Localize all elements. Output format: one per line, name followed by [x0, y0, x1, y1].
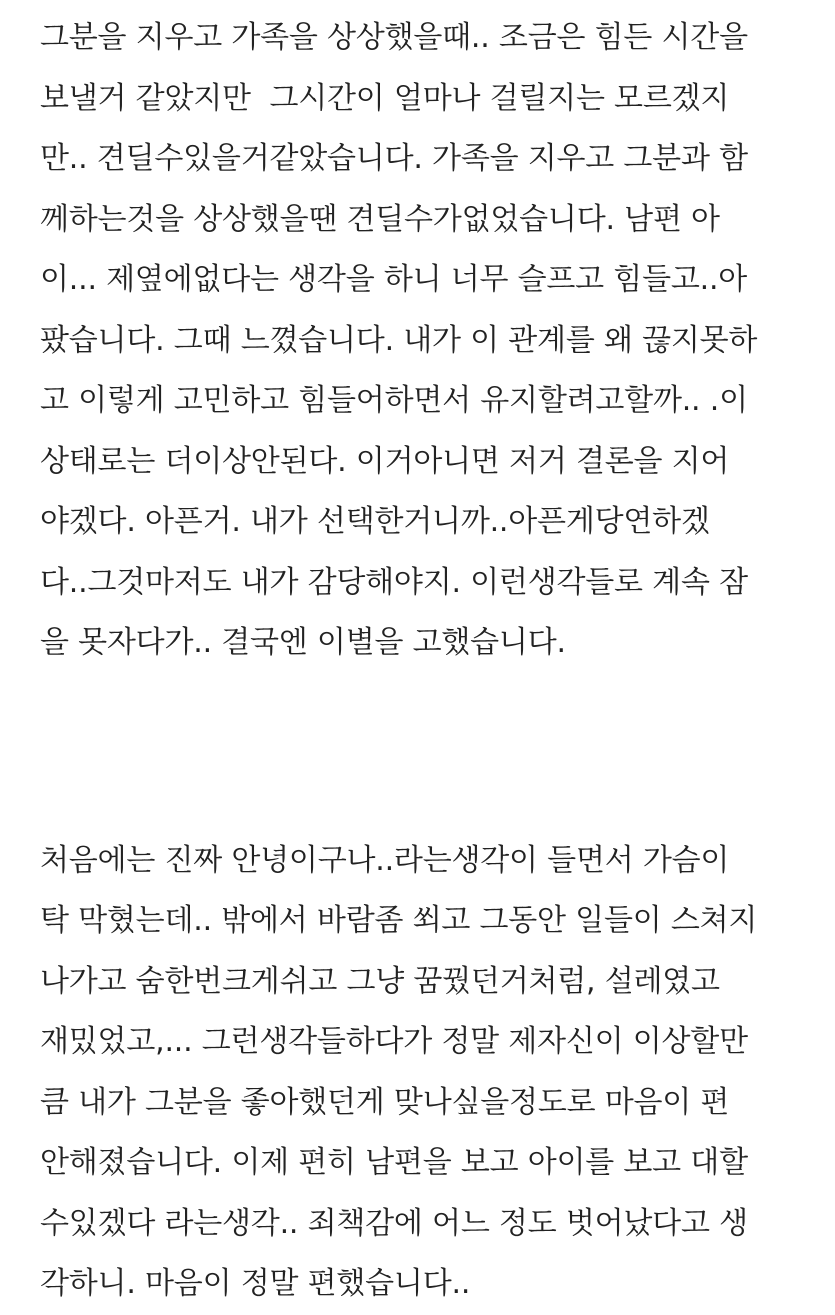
text-line: 이... 제옆에없다는 생각을 하니 너무 슬프고 힘들고..아 — [40, 262, 748, 297]
article-body — [40, 8, 820, 1315]
text-line: 수있겠다 라는생각.. 죄책감에 어느 정도 벗어났다고 생 — [40, 1205, 748, 1241]
text-line: 처음에는 진짜 안녕이구나..라는생각이 들면서 가슴이 — [40, 842, 730, 878]
text-line: 을 못자다가.. 결국엔 이별을 고했습니다. — [40, 625, 566, 660]
paragraph-2 — [40, 831, 820, 1315]
text-line: 나가고 숨한번크게쉬고 그냥 꿈꿨던거처럼, 설레였고 — [40, 963, 720, 999]
text-line: 야겠다. 아픈거. 내가 선택한거니까..아픈게당연하겠 — [40, 504, 710, 539]
text-line: 보낼거 같았지만 그시간이 얼마나 걸릴지는 모르겠지 — [40, 80, 730, 116]
text-line: 만.. 견딜수있을거같았습니다. 가족을 지우고 그분과 함 — [40, 141, 748, 176]
text-line: 상태로는 더이상안된다. 이거아니면 저거 결론을 지어 — [40, 443, 730, 479]
text-line: 재밌었고,... 그런생각들하다가 정말 제자신이 이상할만 — [40, 1024, 748, 1059]
text-line: 탁 막혔는데.. 밖에서 바람좀 쐬고 그동안 일들이 스쳐지 — [40, 903, 758, 938]
paragraph-1 — [40, 8, 820, 674]
text-line: 고 이렇게 고민하고 힘들어하면서 유지할려고할까.. .이 — [40, 383, 748, 418]
text-line: 큼 내가 그분을 좋아했던게 맞나싶을정도로 마음이 편 — [40, 1084, 730, 1120]
text-line: 각하니. 마음이 정말 편했습니다.. — [40, 1266, 471, 1301]
paragraph-spacer — [40, 674, 820, 831]
text-line: 팠습니다. 그때 느꼈습니다. 내가 이 관계를 왜 끊지못하 — [40, 322, 758, 358]
text-line: 께하는것을 상상했을땐 견딜수가없었습니다. 남편 아 — [40, 201, 720, 237]
text-line: 안해졌습니다. 이제 편히 남편을 보고 아이를 보고 대할 — [40, 1145, 748, 1180]
text-line: 다..그것마저도 내가 감당해야지. 이런생각들로 계속 잠 — [40, 564, 748, 600]
text-line: 그분을 지우고 가족을 상상했을때.. 조금은 힘든 시간을 — [40, 20, 748, 55]
